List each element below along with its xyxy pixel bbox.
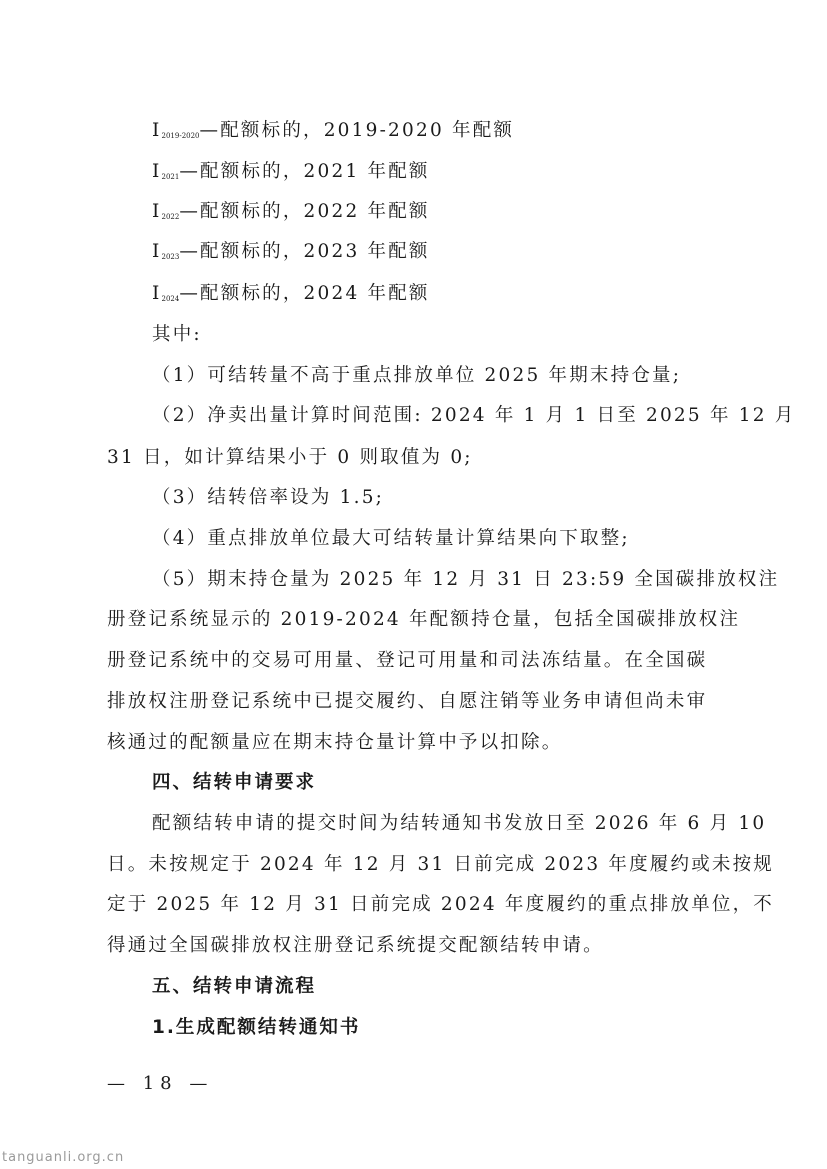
watermark: tanguanli.org.cn: [2, 1150, 125, 1165]
item-5-line-4: 排放权注册登记系统中已提交履约、自愿注销等业务申请但尚未审: [107, 691, 708, 712]
item-1: （1）可结转量不高于重点排放单位 2025 年期末持仓量;: [152, 365, 682, 386]
page-number: — 18 —: [107, 1073, 214, 1094]
section-4-para-line-3: 定于 2025 年 12 月 31 日前完成 2024 年度履约的重点排放单位，不: [107, 894, 774, 915]
section-5-heading: 五、结转申请流程: [152, 976, 317, 997]
item-4: （4）重点排放单位最大可结转量计算结果向下取整;: [152, 528, 630, 549]
qizhong-label: 其中:: [152, 324, 202, 345]
section-5-subheading-1: 1.生成配额结转通知书: [152, 1017, 361, 1038]
section-4-para-line-2: 日。未按规定于 2024 年 12 月 31 日前完成 2023 年度履约或未按规: [107, 854, 774, 875]
item-5-line-1: （5）期末持仓量为 2025 年 12 月 31 日 23:59 全国碳排放权注: [152, 569, 780, 590]
formula-def-2021: $I_{2021}—$配额标的，2021 年配额: [152, 161, 430, 182]
item-2-line-1: （2）净卖出量计算时间范围: 2024 年 1 月 1 日至 2025 年 12 月: [152, 405, 796, 426]
item-5-line-3: 册登记系统中的交易可用量、登记可用量和司法冻结量。在全国碳: [107, 650, 708, 671]
section-4-para-line-1: 配额结转申请的提交时间为结转通知书发放日至 2026 年 6 月 10: [152, 813, 767, 834]
item-2-line-2: 31 日，如计算结果小于 0 则取值为 0;: [107, 447, 473, 468]
item-5-line-2: 册登记系统显示的 2019-2024 年配额持仓量，包括全国碳排放权注: [107, 609, 741, 630]
formula-def-2019-2020: $I_{2019-2020}—$配额标的，2019-2020 年配额: [152, 120, 515, 141]
formula-def-2023: $I_{2023}—$配额标的，2023 年配额: [152, 241, 430, 262]
formula-def-2024: $I_{2024}—$配额标的，2024 年配额: [152, 283, 430, 304]
section-4-para-line-4: 得通过全国碳排放权注册登记系统提交配额结转申请。: [107, 935, 604, 956]
formula-def-2022: $I_{2022}—$配额标的，2022 年配额: [152, 201, 430, 222]
item-5-line-5: 核通过的配额量应在期末持仓量计算中予以扣除。: [107, 732, 563, 753]
item-3: （3）结转倍率设为 1.5;: [152, 487, 385, 508]
section-4-heading: 四、结转申请要求: [152, 772, 317, 793]
